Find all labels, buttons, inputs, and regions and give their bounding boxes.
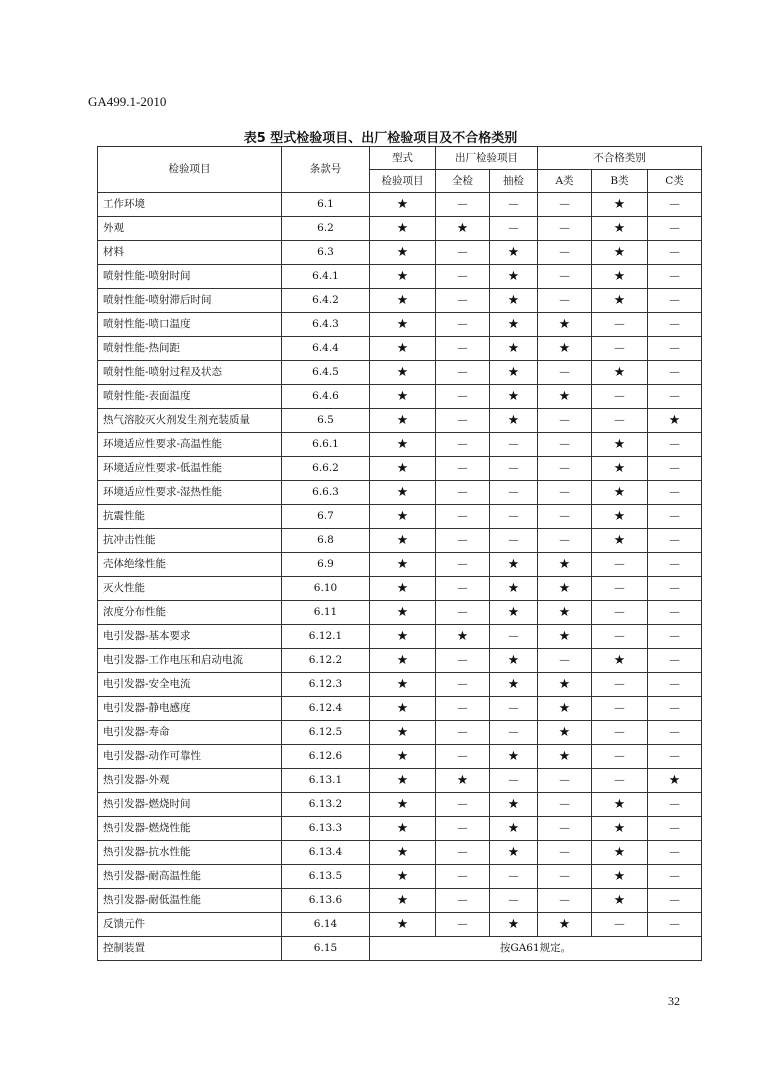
cell-class-a: — [538,505,592,529]
cell-sample-inspection: — [490,193,538,217]
cell-clause: 6.4.3 [282,313,370,337]
cell-sample-inspection: ★ [490,553,538,577]
cell-type-test: ★ [370,505,436,529]
cell-full-inspection: — [436,457,490,481]
cell-item: 电引发器-动作可靠性 [98,745,282,769]
cell-class-b: — [592,337,648,361]
cell-full-inspection: ★ [436,217,490,241]
cell-type-test: ★ [370,481,436,505]
cell-sample-inspection: ★ [490,337,538,361]
cell-item: 热引发器-燃烧性能 [98,817,282,841]
header-type-test: 型式 [370,147,436,170]
header-class-a: A类 [538,170,592,193]
cell-full-inspection: — [436,529,490,553]
cell-sample-inspection: ★ [490,409,538,433]
cell-full-inspection: — [436,745,490,769]
cell-full-inspection: — [436,673,490,697]
cell-class-c: — [648,865,702,889]
cell-class-c: — [648,505,702,529]
cell-class-b: ★ [592,457,648,481]
table-row [98,745,702,769]
cell-type-test: ★ [370,577,436,601]
cell-sample-inspection: — [490,433,538,457]
cell-sample-inspection: — [490,721,538,745]
table-row [98,865,702,889]
cell-class-b: — [592,769,648,793]
table-row [98,721,702,745]
cell-full-inspection: — [436,433,490,457]
cell-class-a: — [538,361,592,385]
cell-class-c: — [648,841,702,865]
cell-full-inspection: — [436,721,490,745]
cell-class-c: — [648,817,702,841]
cell-clause: 6.12.2 [282,649,370,673]
cell-class-c: — [648,385,702,409]
cell-type-test: ★ [370,625,436,649]
table-row [98,385,702,409]
cell-type-test: ★ [370,289,436,313]
cell-class-b: — [592,553,648,577]
cell-sample-inspection: ★ [490,385,538,409]
cell-type-test: ★ [370,865,436,889]
cell-class-c: — [648,193,702,217]
cell-full-inspection: — [436,313,490,337]
table-row [98,193,702,217]
cell-class-b: — [592,385,648,409]
cell-sample-inspection: ★ [490,361,538,385]
cell-class-b: — [592,601,648,625]
cell-class-c: — [648,217,702,241]
table-row [98,241,702,265]
cell-clause: 6.2 [282,217,370,241]
cell-sample-inspection: ★ [490,745,538,769]
cell-class-c: — [648,313,702,337]
cell-type-test: ★ [370,889,436,913]
cell-class-a: — [538,241,592,265]
cell-class-b: ★ [592,481,648,505]
table-row [98,913,702,937]
cell-sample-inspection: ★ [490,913,538,937]
cell-type-test: ★ [370,721,436,745]
cell-class-a: ★ [538,913,592,937]
cell-class-a: — [538,289,592,313]
table-row [98,577,702,601]
cell-class-b: ★ [592,361,648,385]
cell-full-inspection: ★ [436,769,490,793]
cell-clause: 6.12.4 [282,697,370,721]
cell-class-b: ★ [592,505,648,529]
cell-clause: 6.12.5 [282,721,370,745]
cell-type-test: ★ [370,433,436,457]
cell-class-c: — [648,625,702,649]
cell-item: 喷射性能-喷射时间 [98,265,282,289]
cell-type-test: ★ [370,529,436,553]
cell-type-test: ★ [370,913,436,937]
cell-item: 抗冲击性能 [98,529,282,553]
cell-class-c: — [648,793,702,817]
cell-item: 热引发器-耐高温性能 [98,865,282,889]
cell-item: 环境适应性要求-低温性能 [98,457,282,481]
cell-type-test: ★ [370,385,436,409]
cell-sample-inspection: — [490,481,538,505]
cell-full-inspection: — [436,337,490,361]
cell-sample-inspection: ★ [490,265,538,289]
cell-sample-inspection: — [490,697,538,721]
cell-item: 抗震性能 [98,505,282,529]
cell-class-b: — [592,673,648,697]
cell-class-c: — [648,649,702,673]
cell-class-c: ★ [648,769,702,793]
cell-class-b: ★ [592,841,648,865]
cell-clause: 6.11 [282,601,370,625]
cell-class-c: — [648,889,702,913]
cell-type-test: ★ [370,217,436,241]
cell-class-b: — [592,745,648,769]
cell-type-test: ★ [370,745,436,769]
header-sample-inspection: 抽检 [490,170,538,193]
cell-class-a: — [538,769,592,793]
table-row [98,457,702,481]
table-row [98,433,702,457]
inspection-table [97,146,702,961]
cell-class-a: — [538,649,592,673]
cell-item: 壳体绝缘性能 [98,553,282,577]
table-row [98,649,702,673]
cell-sample-inspection: — [490,457,538,481]
cell-class-c: — [648,553,702,577]
cell-full-inspection: — [436,505,490,529]
cell-clause: 6.6.2 [282,457,370,481]
cell-class-a: — [538,841,592,865]
cell-clause: 6.4.6 [282,385,370,409]
cell-class-c: — [648,241,702,265]
table-row [98,793,702,817]
cell-clause: 6.14 [282,913,370,937]
cell-clause: 6.6.1 [282,433,370,457]
cell-full-inspection: — [436,649,490,673]
cell-full-inspection: — [436,289,490,313]
cell-type-test: ★ [370,457,436,481]
table-row [98,217,702,241]
table-row [98,481,702,505]
cell-class-a: — [538,433,592,457]
table-row [98,529,702,553]
cell-class-b: ★ [592,241,648,265]
cell-item: 热气溶胶灭火剂发生剂充装质量 [98,409,282,433]
cell-class-c: — [648,577,702,601]
cell-clause: 6.4.2 [282,289,370,313]
cell-clause: 6.13.6 [282,889,370,913]
cell-sample-inspection: — [490,505,538,529]
cell-item: 喷射性能-喷口温度 [98,313,282,337]
cell-class-c: — [648,697,702,721]
cell-full-inspection: — [436,793,490,817]
cell-full-inspection: — [436,601,490,625]
cell-note: 按GA61规定。 [370,937,702,961]
cell-full-inspection: — [436,577,490,601]
cell-item: 环境适应性要求-高温性能 [98,433,282,457]
cell-item: 热引发器-燃烧时间 [98,793,282,817]
cell-type-test: ★ [370,313,436,337]
cell-sample-inspection: — [490,217,538,241]
cell-full-inspection: — [436,841,490,865]
header-nonconformity: 不合格类别 [538,147,702,170]
cell-item: 浓度分布性能 [98,601,282,625]
table-row [98,625,702,649]
cell-clause: 6.13.2 [282,793,370,817]
cell-class-a: — [538,529,592,553]
cell-sample-inspection: ★ [490,241,538,265]
cell-clause: 6.4.5 [282,361,370,385]
cell-type-test: ★ [370,841,436,865]
cell-class-a: — [538,217,592,241]
page-number: 32 [668,994,680,1008]
cell-type-test: ★ [370,673,436,697]
cell-class-b: — [592,409,648,433]
cell-item: 材料 [98,241,282,265]
cell-sample-inspection: ★ [490,841,538,865]
cell-item: 喷射性能-喷射滞后时间 [98,289,282,313]
cell-type-test: ★ [370,337,436,361]
cell-class-a: ★ [538,337,592,361]
cell-type-test: ★ [370,601,436,625]
header-factory-test: 出厂检验项目 [436,147,538,170]
cell-sample-inspection: — [490,865,538,889]
cell-clause: 6.8 [282,529,370,553]
cell-sample-inspection: ★ [490,673,538,697]
cell-item: 热引发器-耐低温性能 [98,889,282,913]
cell-sample-inspection: ★ [490,313,538,337]
cell-item: 喷射性能-喷射过程及状态 [98,361,282,385]
cell-class-c: — [648,433,702,457]
cell-item: 电引发器-静电感度 [98,697,282,721]
cell-clause: 6.13.3 [282,817,370,841]
cell-class-c: — [648,265,702,289]
cell-class-b: ★ [592,817,648,841]
cell-clause: 6.3 [282,241,370,265]
cell-class-b: ★ [592,289,648,313]
cell-class-a: — [538,865,592,889]
header-clause: 条款号 [282,147,370,193]
cell-type-test: ★ [370,193,436,217]
cell-class-a: — [538,457,592,481]
table-row [98,313,702,337]
cell-clause: 6.6.3 [282,481,370,505]
cell-type-test: ★ [370,241,436,265]
cell-class-a: — [538,409,592,433]
cell-class-b: ★ [592,865,648,889]
header-full-inspection: 全检 [436,170,490,193]
cell-class-a: — [538,481,592,505]
cell-item: 热引发器-抗水性能 [98,841,282,865]
cell-sample-inspection: ★ [490,793,538,817]
cell-class-c: — [648,673,702,697]
cell-full-inspection: — [436,385,490,409]
cell-class-b: — [592,721,648,745]
cell-item: 电引发器-基本要求 [98,625,282,649]
cell-sample-inspection: — [490,625,538,649]
cell-class-b: ★ [592,217,648,241]
cell-full-inspection: — [436,409,490,433]
table-row [98,889,702,913]
cell-clause: 6.10 [282,577,370,601]
table-row [98,553,702,577]
cell-full-inspection: — [436,817,490,841]
cell-item: 喷射性能-表面温度 [98,385,282,409]
cell-class-b: ★ [592,889,648,913]
cell-sample-inspection: ★ [490,601,538,625]
cell-type-test: ★ [370,649,436,673]
cell-full-inspection: — [436,553,490,577]
cell-sample-inspection: ★ [490,649,538,673]
table-row [98,841,702,865]
cell-full-inspection: — [436,889,490,913]
cell-full-inspection: — [436,913,490,937]
cell-item: 控制装置 [98,937,282,961]
table-row [98,697,702,721]
cell-type-test: ★ [370,409,436,433]
cell-type-test: ★ [370,793,436,817]
cell-class-a: ★ [538,721,592,745]
cell-clause: 6.9 [282,553,370,577]
cell-sample-inspection: — [490,529,538,553]
cell-class-b: ★ [592,193,648,217]
table-row [98,409,702,433]
cell-clause: 6.12.6 [282,745,370,769]
cell-class-b: ★ [592,265,648,289]
cell-class-c: — [648,913,702,937]
cell-class-c: — [648,481,702,505]
cell-class-c: — [648,337,702,361]
cell-class-b: — [592,913,648,937]
cell-item: 喷射性能-热间距 [98,337,282,361]
cell-class-b: — [592,697,648,721]
cell-clause: 6.13.1 [282,769,370,793]
cell-class-a: — [538,265,592,289]
cell-clause: 6.12.3 [282,673,370,697]
table-row [98,265,702,289]
cell-full-inspection: — [436,481,490,505]
cell-clause: 6.4.1 [282,265,370,289]
header-class-c: C类 [648,170,702,193]
cell-sample-inspection: ★ [490,577,538,601]
table-row [98,769,702,793]
cell-full-inspection: — [436,697,490,721]
cell-class-b: ★ [592,433,648,457]
cell-full-inspection: — [436,265,490,289]
cell-class-a: — [538,793,592,817]
cell-full-inspection: ★ [436,625,490,649]
header-item: 检验项目 [98,147,282,193]
cell-item: 工作环境 [98,193,282,217]
cell-clause: 6.12.1 [282,625,370,649]
cell-item: 热引发器-外观 [98,769,282,793]
cell-class-a: ★ [538,385,592,409]
cell-sample-inspection: ★ [490,289,538,313]
cell-class-b: — [592,577,648,601]
header-type-test-items: 检验项目 [370,170,436,193]
table-row [98,505,702,529]
table-row [98,289,702,313]
cell-full-inspection: — [436,865,490,889]
cell-class-c: — [648,457,702,481]
cell-class-a: ★ [538,313,592,337]
cell-clause: 6.5 [282,409,370,433]
cell-class-c: — [648,745,702,769]
cell-item: 反馈元件 [98,913,282,937]
cell-clause: 6.15 [282,937,370,961]
cell-clause: 6.13.4 [282,841,370,865]
cell-class-a: ★ [538,745,592,769]
cell-full-inspection: — [436,241,490,265]
cell-type-test: ★ [370,265,436,289]
cell-item: 外观 [98,217,282,241]
cell-class-c: — [648,529,702,553]
cell-item: 灭火性能 [98,577,282,601]
cell-sample-inspection: — [490,769,538,793]
header-class-b: B类 [592,170,648,193]
cell-class-a: — [538,817,592,841]
cell-type-test: ★ [370,553,436,577]
cell-type-test: ★ [370,361,436,385]
cell-class-c: — [648,361,702,385]
cell-class-c: — [648,289,702,313]
table-row [98,673,702,697]
cell-class-a: — [538,889,592,913]
cell-sample-inspection: ★ [490,817,538,841]
cell-full-inspection: — [436,193,490,217]
cell-class-a: ★ [538,553,592,577]
cell-class-c: ★ [648,409,702,433]
cell-clause: 6.7 [282,505,370,529]
cell-class-c: — [648,601,702,625]
table-row [98,337,702,361]
cell-clause: 6.13.5 [282,865,370,889]
cell-type-test: ★ [370,697,436,721]
cell-class-a: ★ [538,697,592,721]
cell-class-a: — [538,193,592,217]
cell-item: 电引发器-工作电压和启动电流 [98,649,282,673]
cell-sample-inspection: — [490,889,538,913]
table-title: 表5 型式检验项目、出厂检验项目及不合格类别 [243,131,518,146]
cell-class-c: — [648,721,702,745]
cell-class-a: ★ [538,577,592,601]
cell-clause: 6.1 [282,193,370,217]
cell-item: 电引发器-安全电流 [98,673,282,697]
cell-class-b: — [592,313,648,337]
cell-class-a: ★ [538,625,592,649]
cell-class-a: ★ [538,601,592,625]
cell-class-b: ★ [592,793,648,817]
cell-type-test: ★ [370,769,436,793]
cell-class-b: — [592,625,648,649]
cell-item: 环境适应性要求-湿热性能 [98,481,282,505]
table-row [98,601,702,625]
standard-code: GA499.1-2010 [88,94,167,109]
cell-class-b: ★ [592,529,648,553]
cell-full-inspection: — [436,361,490,385]
table-row [98,937,702,961]
table-row [98,361,702,385]
cell-clause: 6.4.4 [282,337,370,361]
table-row [98,817,702,841]
cell-item: 电引发器-寿命 [98,721,282,745]
cell-type-test: ★ [370,817,436,841]
cell-class-b: ★ [592,649,648,673]
cell-class-a: ★ [538,673,592,697]
